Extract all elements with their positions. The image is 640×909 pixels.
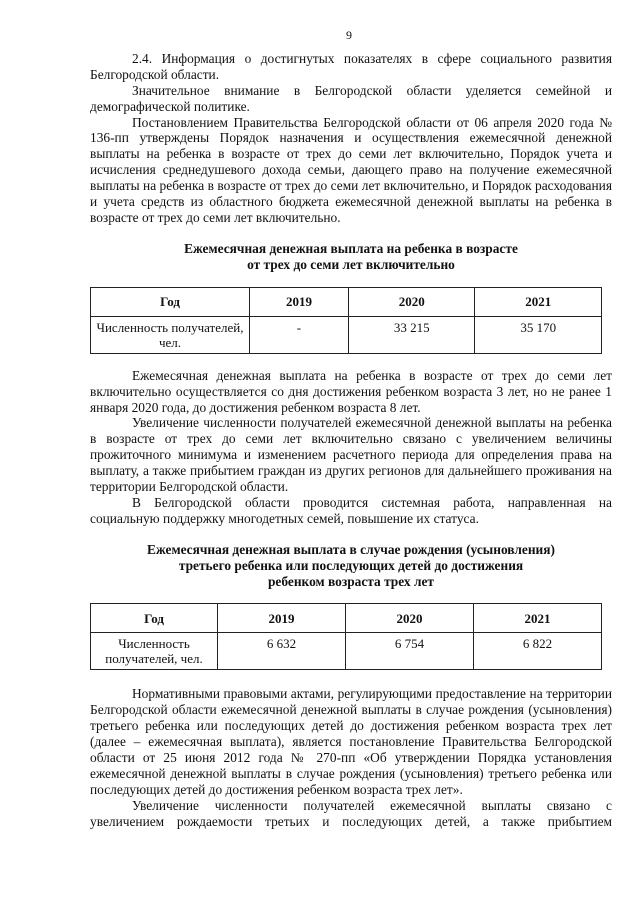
table1-header-2020: 2020 [348,287,475,316]
paragraph-payment-period: Ежемесячная денежная выплата на ребенка в возрасте от трех до семи лет включительно осуществляется со дня достижения ребенком возраста 3 лет, но не ранее 1 января 2020 года, до достижения ребенком возраста 8 лет. [90,367,612,415]
table2-header-year: Год [91,604,218,633]
table2-header-2019: 2019 [218,604,346,633]
section-payment-explanation [90,368,612,527]
table2-header-2020: 2020 [346,604,474,633]
table1-header-2021: 2021 [475,287,602,316]
paragraph-2-4-heading: 2.4. Информация о достигнутых показателях в сфере социального развития Белгородской области. [90,50,612,82]
table1-header-row [91,287,602,316]
table1-header-year: Год [91,287,250,316]
table2-header-row [91,604,602,633]
table1-value-2020: 33 215 [348,316,475,353]
table1-value-2021: 35 170 [475,316,602,353]
section-intro [90,51,612,226]
paragraph-family-policy: Значительное внимание в Белгородской области уделяется семейной и демографической политике. [90,82,612,114]
table1-caption: Ежемесячная денежная выплата на ребенка в возрасте от трех до семи лет включительно [184,240,518,272]
table1-value-2019: - [250,316,349,353]
table2-value-2019: 6 632 [218,633,346,670]
paragraph-regulation-270: Нормативными правовыми актами, регулирующими предоставление на территории Белгородской области ежемесячной денежной выплаты в случае рождения (усыновления) третьего ребенка или последующих детей до достижения ребенком возраста трех лет (далее – ежемесячная выплата), является постановление Правительства Белгородской области от 25 июня 2012 года № 270-пп «Об утверждении Порядка установления ежемесячной денежной выплаты в случае рождения (усыновления) третьего ребенка или последующих детей до достижения ребенком возраста трех лет». [90,686,612,797]
page-number: 9 [346,28,352,42]
table2-value-2020: 6 754 [346,633,474,670]
section-regulations [90,686,612,829]
table1-header-2019: 2019 [250,287,349,316]
table2-header-2021: 2021 [474,604,602,633]
paragraph-resolution-136: Постановлением Правительства Белгородской области от 06 апреля 2020 года № 136-пп утверждены Порядок назначения и осуществления ежемесячной денежной выплаты на ребенка в возрасте от трех до семи лет включительно, Порядок учета и исчисления среднедушевого дохода семьи, дающего право на получение ежемесячной выплаты на ребенка в возрасте от трех до семи лет включительно, и Порядок расходования и учета средств из областного бюджета ежемесячной денежной выплаты на ребенка в возрасте от трех до семи лет включительно. [90,114,612,225]
table2-row-label: Численность получателей, чел. [91,633,218,670]
paragraph-large-families: В Белгородской области проводится системная работа, направленная на социальную поддержку многодетных семей, повышение их статуса. [90,494,612,526]
paragraph-growth-reasons: Увеличение численности получателей ежемесячной выплаты связано с увеличением рождаемости третьих и последующих детей, а также прибытием [90,797,612,829]
table2-row-recipients [91,633,602,670]
table2-value-2021: 6 822 [474,633,602,670]
table1-row-recipients [91,316,602,353]
table1-row-label: Численность получателей, чел. [91,316,250,353]
table2-caption: Ежемесячная денежная выплата в случае рождения (усыновления) третьего ребенка или последующих детей до достижения ребенком возраста трех лет [147,541,555,589]
table-payment-3-7-years [90,287,602,354]
paragraph-recipient-growth: Увеличение численности получателей ежемесячной денежной выплаты на ребенка в возрасте от трех до семи лет включительно связано с увеличением величины прожиточного минимума и изменением расчетного периода для определения права на выплату, а также прибытием граждан из других регионов для дальнейшего проживания на территории Белгородской области. [90,415,612,495]
table-payment-third-child [90,603,602,670]
